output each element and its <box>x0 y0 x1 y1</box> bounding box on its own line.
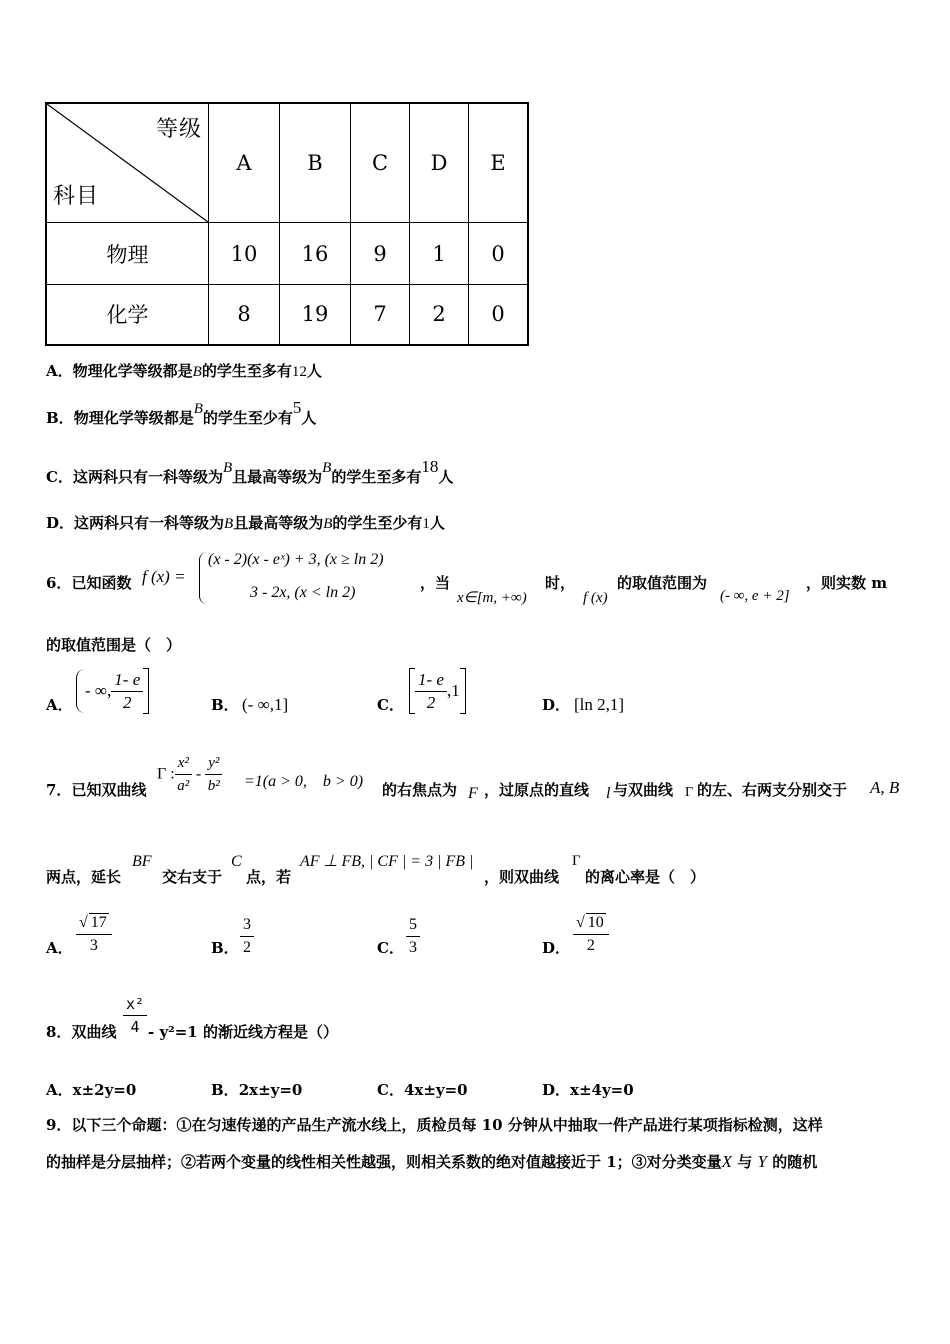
q7-l: l <box>606 785 611 802</box>
table-cell: 0 <box>469 223 529 285</box>
column-header: A <box>209 103 280 223</box>
q6-case1: (x - 2)(x - eˣ) + 3, (x ≥ ln 2) <box>208 551 384 568</box>
table-cell: 1 <box>410 223 469 285</box>
q6-range: (- ∞, e + 2] <box>720 588 790 604</box>
q6-stem-start: 6．已知函数 <box>46 574 132 592</box>
table-cell: 7 <box>351 285 410 345</box>
q6-option-a-label: A． <box>46 696 73 714</box>
q8-option-d: D．x±4y=0 <box>542 1081 634 1099</box>
q7-equation: Γ : $\frac{\text{x²}}{\text{a²}}$ - $\frac{\text{y²}}{\text{b²}}$ <box>157 752 222 797</box>
q8-option-a: A．x±2y=0 <box>46 1081 137 1099</box>
q8-t2: - y²=1 的渐近线方程是（） <box>148 1023 338 1041</box>
q7-line2-d: ，则双曲线 <box>484 868 560 886</box>
q8-fraction: $\frac{\text{x²}}{4}$ <box>123 993 147 1038</box>
row-subject: 化学 <box>46 285 209 345</box>
q7-F: F <box>468 785 478 802</box>
table-cell: 2 <box>410 285 469 345</box>
column-header: D <box>410 103 469 223</box>
q6-line2: 的取值范围是（ ） <box>46 636 182 654</box>
q5-option-b: B．物理化学等级都是B的学生至少有5人 <box>46 398 317 427</box>
q6-cond: x∈[m, +∞) <box>457 590 527 606</box>
q6-fx2: f (x) <box>583 590 608 606</box>
q6-option-d: [ln 2,1] <box>574 695 625 714</box>
table-diagonal-header <box>46 103 209 223</box>
table-row <box>46 223 528 285</box>
q7-option-d-label: D． <box>542 939 571 957</box>
q6-t5: ，则实数 m <box>806 574 888 592</box>
q7-t4: 与双曲线 <box>613 781 674 799</box>
q7-G: Γ <box>685 785 694 800</box>
q7-option-c-label: C． <box>377 939 404 957</box>
column-header: B <box>280 103 351 223</box>
q7-t2: 的右焦点为 <box>382 781 458 799</box>
q7-BF: BF <box>132 853 152 870</box>
table-cell: 9 <box>351 223 410 285</box>
column-header: C <box>351 103 410 223</box>
q5-option-a: A．物理化学等级都是B的学生至多有12人 <box>46 362 322 380</box>
q9-line2: 的抽样是分层抽样；②若两个变量的线性相关性越强，则相关系数的绝对值越接近于 1；③对分类变量X 与 Y 的随机 <box>46 1152 818 1171</box>
q6-t2: ，当 <box>420 574 451 592</box>
q7-option-a-label: A． <box>46 939 73 957</box>
q7-option-a: $\frac{√ 17}{3}$ <box>76 912 112 957</box>
header-subject-label: 科目 <box>53 184 100 209</box>
q7-option-b-label: B． <box>211 939 239 957</box>
q7-G2: Γ <box>572 853 581 869</box>
q7-t5: 的左、右两支分别交于 <box>697 781 848 799</box>
q6-option-b: (- ∞,1] <box>242 695 289 714</box>
q6-option-a: - ∞, $\frac{1- e}{2}$ <box>76 668 149 714</box>
grade-table <box>45 102 529 346</box>
q6-fx: f (x) = <box>142 567 186 586</box>
q8-option-c: C．4x±y=0 <box>377 1081 468 1099</box>
table-cell: 16 <box>280 223 351 285</box>
q5-option-d: D．这两科只有一科等级为B且最高等级为B的学生至少有1人 <box>46 514 445 532</box>
q6-option-c: $\frac{1- e}{2}$ ,1 <box>409 668 466 714</box>
q6-option-b-label: B． <box>211 696 239 714</box>
q9-line1: 9．以下三个命题：①在匀速传递的产品生产流水线上，质检员每 10 分钟从中抽取一件产品进行某项指标检测，这样 <box>46 1116 823 1134</box>
q7-line2-c: 点，若 <box>246 868 292 886</box>
q7-cond: =1(a > 0, b > 0) <box>244 773 364 790</box>
column-header: E <box>469 103 529 223</box>
q7-line2-a: 两点，延长 <box>46 868 122 886</box>
q8-option-b: B．2x±y=0 <box>211 1081 303 1099</box>
q8-stem-start: 8．双曲线 <box>46 1023 117 1041</box>
q6-option-c-label: C． <box>377 696 404 714</box>
table-row <box>46 285 528 345</box>
q5-option-c: C．这两科只有一科等级为B且最高等级为B的学生至多有18人 <box>46 457 454 486</box>
q7-option-d: $\frac{√ 10}{2}$ <box>573 912 609 957</box>
q7-expr: AF ⊥ FB, | CF | = 3 | FB | <box>300 853 474 870</box>
table-cell: 0 <box>469 285 529 345</box>
q6-case2: 3 - 2x, (x < ln 2) <box>250 584 356 601</box>
table-cell: 8 <box>209 285 280 345</box>
q6-option-d-label: D． <box>542 696 571 714</box>
q7-C: C <box>231 853 242 870</box>
q7-option-b: $\frac{3}{2}$ <box>240 914 254 959</box>
q7-line2-e: 的离心率是（ ） <box>585 868 706 886</box>
q7-line2-b: 交右支于 <box>162 868 223 886</box>
q6-t4: 的取值范围为 <box>617 574 708 592</box>
q7-t3: ，过原点的直线 <box>484 781 590 799</box>
table-cell: 19 <box>280 285 351 345</box>
row-subject: 物理 <box>46 223 209 285</box>
table-cell: 10 <box>209 223 280 285</box>
q6-t3: 时， <box>545 574 576 592</box>
q7-stem-start: 7．已知双曲线 <box>46 781 147 799</box>
header-grade-label: 等级 <box>155 117 202 142</box>
q7-option-c: $\frac{5}{3}$ <box>406 914 420 959</box>
q7-AB: A, B <box>870 778 900 797</box>
